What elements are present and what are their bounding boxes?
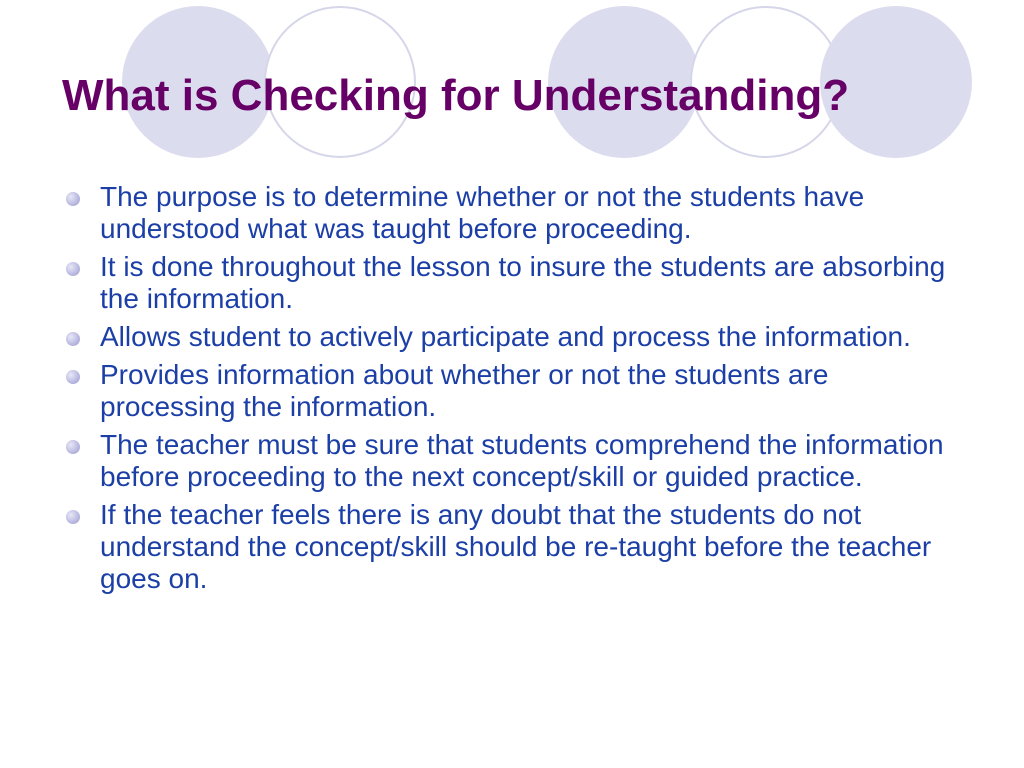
circle-bullet-icon	[66, 332, 80, 346]
bullet-item	[66, 181, 966, 245]
circle-bullet-icon	[66, 262, 80, 276]
bullet-text: Allows student to actively participate and process the information.	[100, 321, 911, 352]
circle-bullet-icon	[66, 510, 80, 524]
bullet-text: The teacher must be sure that students comprehend the information before proceeding to the next concept/skill or guided practice.	[100, 429, 944, 492]
bullet-item	[66, 251, 966, 315]
bullet-text: It is done throughout the lesson to insure the students are absorbing the information.	[100, 251, 946, 314]
circle-bullet-icon	[66, 440, 80, 454]
bullet-text: If the teacher feels there is any doubt that the students do not understand the concept/skill should be re-taught before the teacher goes on.	[100, 499, 932, 594]
bullet-text: Provides information about whether or not the students are processing the information.	[100, 359, 829, 422]
bullet-text: The purpose is to determine whether or not the students have understood what was taught before proceeding.	[100, 181, 865, 244]
circle-bullet-icon	[66, 370, 80, 384]
circle-bullet-icon	[66, 192, 80, 206]
bullet-item	[66, 499, 966, 595]
bullet-list	[66, 181, 966, 601]
bullet-item	[66, 359, 966, 423]
bullet-item	[66, 429, 966, 493]
bullet-item	[66, 321, 966, 353]
slide-title: What is Checking for Understanding?	[62, 71, 850, 120]
